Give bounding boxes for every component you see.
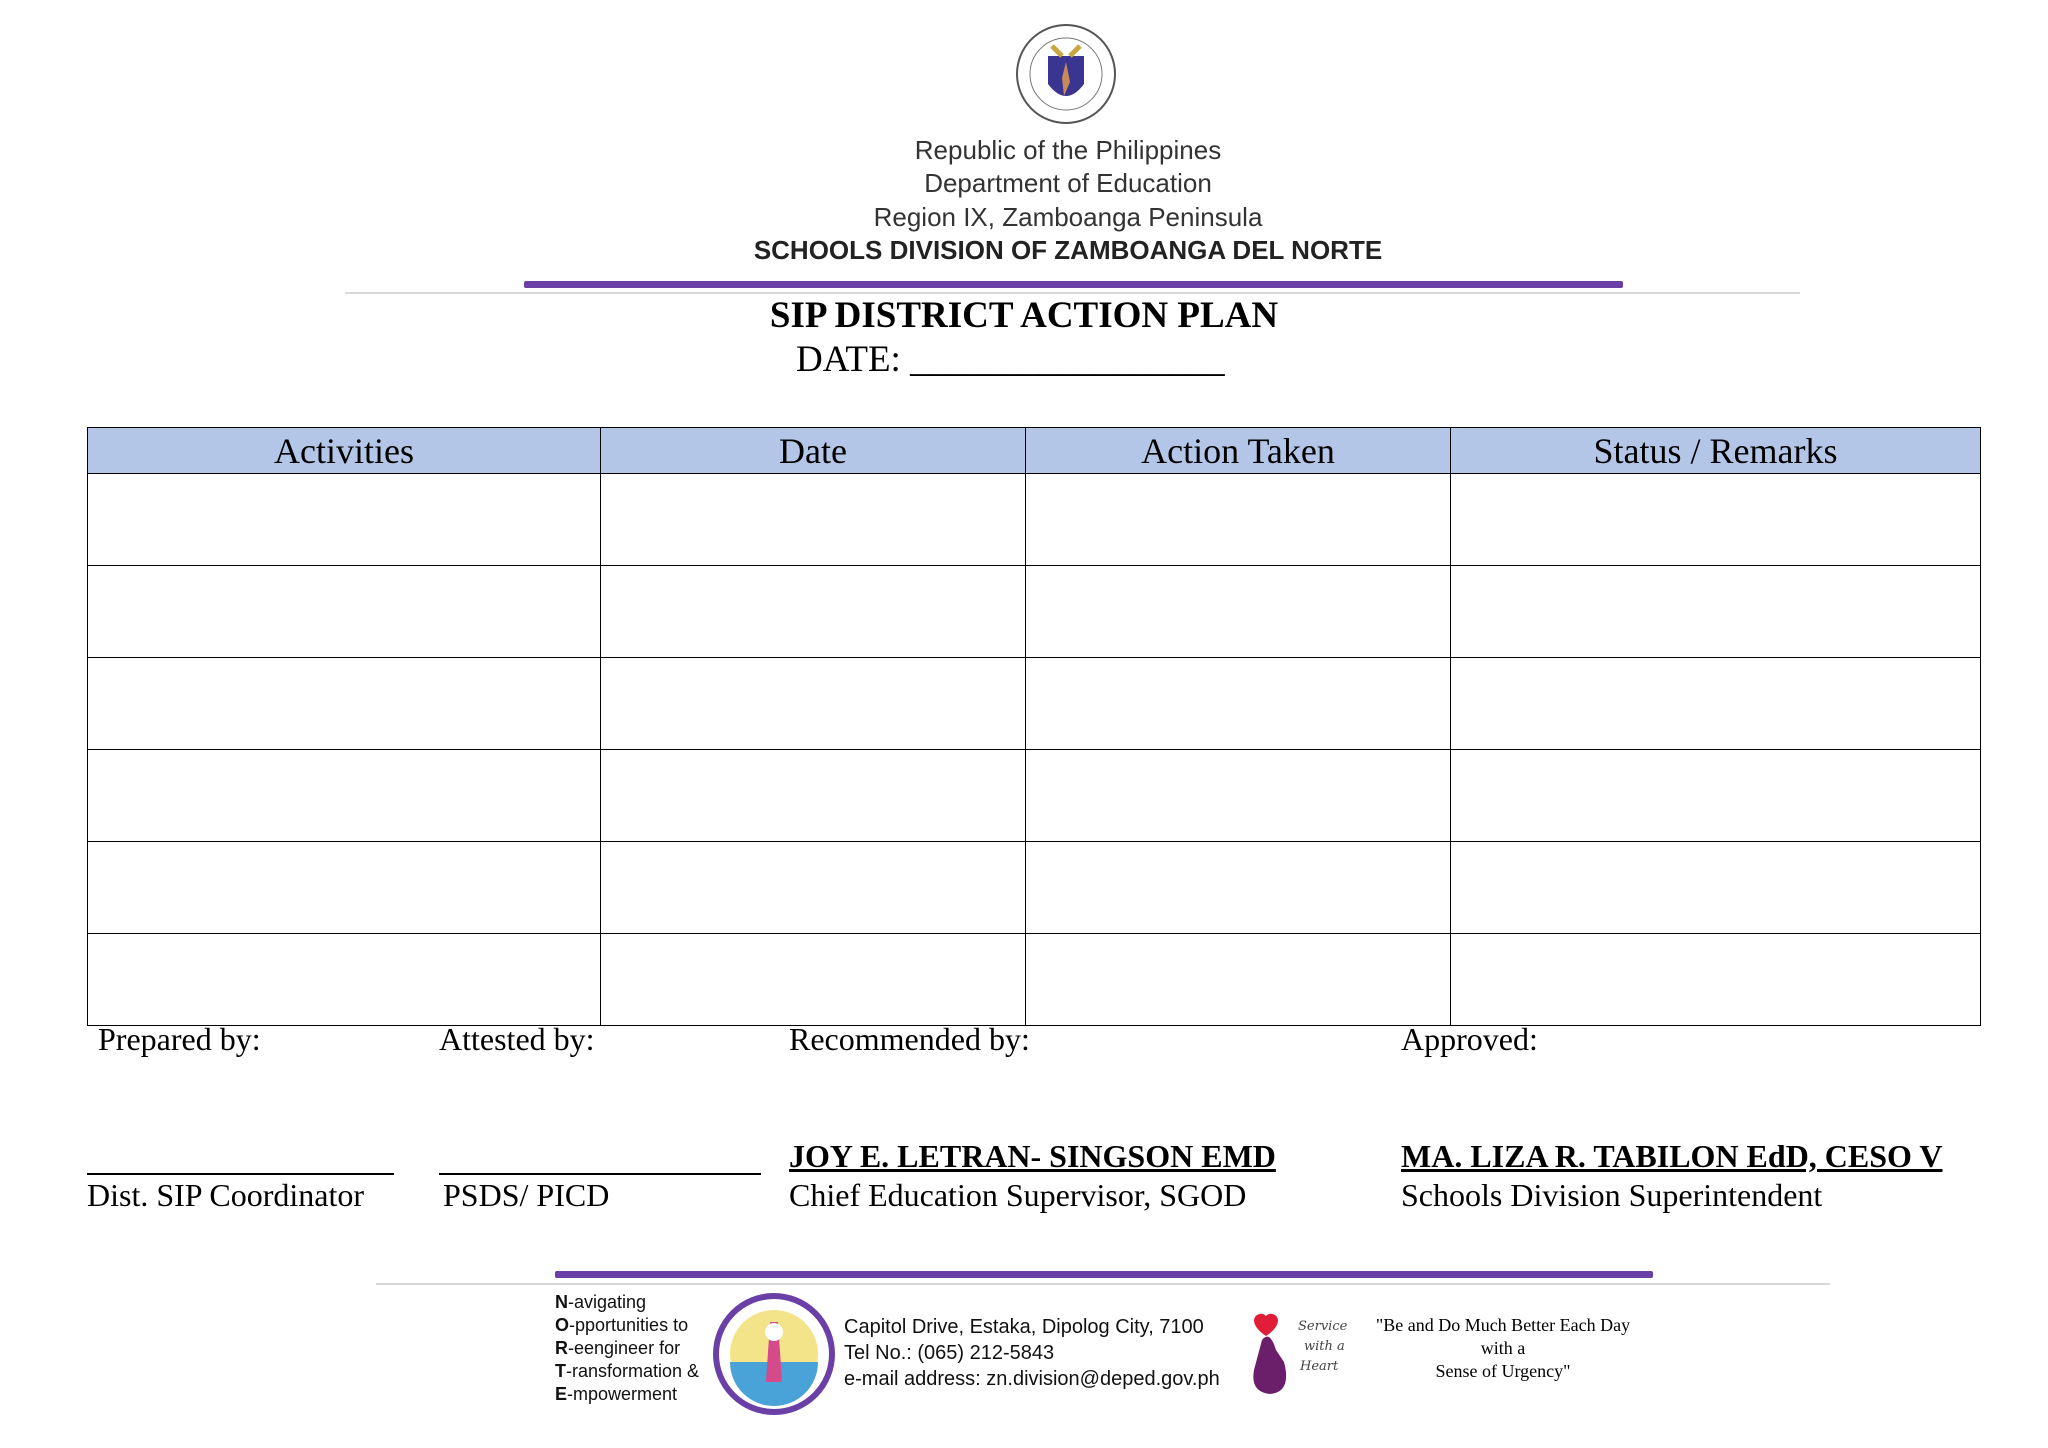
division-seal-logo [712, 1292, 836, 1416]
svg-text:Service: Service [1298, 1319, 1348, 1334]
recommender-name: JOY E. LETRAN- SINGSON EMD [789, 1138, 1276, 1174]
table-cell[interactable] [1451, 474, 1981, 566]
acronym-rest: -ransformation & [566, 1361, 700, 1381]
page-title: SIP DISTRICT ACTION PLAN [769, 295, 1279, 336]
date-field-label: DATE: _________________ [796, 339, 1225, 380]
table-cell[interactable] [601, 934, 1026, 1026]
column-header-date: Date [601, 428, 1026, 474]
acronym-rest: -eengineer for [568, 1338, 681, 1358]
header-division: SCHOOLS DIVISION OF ZAMBOANGA DEL NORTE [753, 235, 1383, 265]
table-cell[interactable] [88, 474, 601, 566]
acronym-rest: -pportunities to [569, 1315, 689, 1335]
attested-position: PSDS/ PICD [443, 1177, 610, 1213]
table-cell[interactable] [88, 566, 601, 658]
table-cell[interactable] [601, 566, 1026, 658]
acronym-rest: -mpowerment [567, 1384, 678, 1404]
table-cell[interactable] [1451, 842, 1981, 934]
table-cell[interactable] [1026, 842, 1451, 934]
acronym-letter: O [555, 1315, 570, 1335]
email-text: e-mail address: zn.division@deped.gov.ph [844, 1368, 1220, 1390]
header-line-2: Department of Education [924, 168, 1212, 198]
deped-seal-logo [1014, 22, 1118, 126]
table-cell[interactable] [601, 842, 1026, 934]
table-cell[interactable] [601, 750, 1026, 842]
table-row [88, 842, 1981, 934]
table-cell[interactable] [1451, 566, 1981, 658]
motto-quote [1363, 1314, 1643, 1383]
prepared-position: Dist. SIP Coordinator [87, 1177, 365, 1213]
table-cell[interactable] [1026, 750, 1451, 842]
header-line-1: Republic of the Philippines [914, 135, 1222, 165]
acronym-rest: -avigating [568, 1292, 647, 1312]
header-purple-rule [524, 281, 1623, 288]
table-cell[interactable] [88, 934, 601, 1026]
table-cell[interactable] [1451, 658, 1981, 750]
recommender-position: Chief Education Supervisor, SGOD [789, 1177, 1247, 1213]
footer-gray-rule [376, 1283, 1830, 1285]
table-row [88, 750, 1981, 842]
recommended-by-label: Recommended by: [789, 1021, 1030, 1057]
table-header-row [88, 428, 1981, 474]
table-cell[interactable] [1026, 658, 1451, 750]
column-header-action-taken: Action Taken [1026, 428, 1451, 474]
approved-label: Approved: [1401, 1021, 1538, 1057]
svg-text:Heart: Heart [1300, 1359, 1339, 1374]
table-cell[interactable] [1026, 566, 1451, 658]
table-cell[interactable] [1026, 474, 1451, 566]
quote-line: Sense of Urgency" [1435, 1361, 1571, 1381]
header-line-3: Region IX, Zamboanga Peninsula [873, 202, 1263, 232]
table-cell[interactable] [601, 474, 1026, 566]
quote-line: with a [1480, 1338, 1526, 1358]
contact-info [844, 1314, 1220, 1392]
approver-position: Schools Division Superintendent [1401, 1177, 1823, 1213]
table-row [88, 566, 1981, 658]
table-row [88, 658, 1981, 750]
table-cell[interactable] [1451, 750, 1981, 842]
table-cell[interactable] [88, 842, 601, 934]
table-cell[interactable] [88, 750, 601, 842]
attested-by-label: Attested by: [439, 1021, 595, 1057]
table-row [88, 934, 1981, 1026]
approver-name: MA. LIZA R. TABILON EdD, CESO V [1401, 1138, 1943, 1174]
table-cell[interactable] [601, 658, 1026, 750]
acronym-letter: N [555, 1292, 568, 1312]
quote-line: "Be and Do Much Better Each Day [1375, 1315, 1631, 1335]
column-header-activities: Activities [88, 428, 601, 474]
footer-purple-rule [555, 1271, 1653, 1278]
acronym-letter: R [555, 1338, 568, 1358]
table-cell[interactable] [88, 658, 601, 750]
acronym-letter: T [555, 1361, 566, 1381]
signature-line-attested [439, 1173, 761, 1175]
prepared-by-label: Prepared by: [98, 1021, 261, 1057]
acronym-letter: E [555, 1384, 568, 1404]
column-header-status-remarks: Status / Remarks [1451, 428, 1981, 474]
service-with-a-heart-logo [1240, 1300, 1350, 1400]
svg-text:with a: with a [1304, 1339, 1345, 1354]
signature-line-prepared [87, 1173, 394, 1175]
tel-text: Tel No.: (065) 212-5843 [844, 1342, 1055, 1364]
address-text: Capitol Drive, Estaka, Dipolog City, 7100 [844, 1316, 1204, 1338]
table-cell[interactable] [1026, 934, 1451, 1026]
table-row [88, 474, 1981, 566]
north-acronym [555, 1291, 699, 1406]
table-cell[interactable] [1451, 934, 1981, 1026]
action-plan-table [87, 427, 1981, 1026]
